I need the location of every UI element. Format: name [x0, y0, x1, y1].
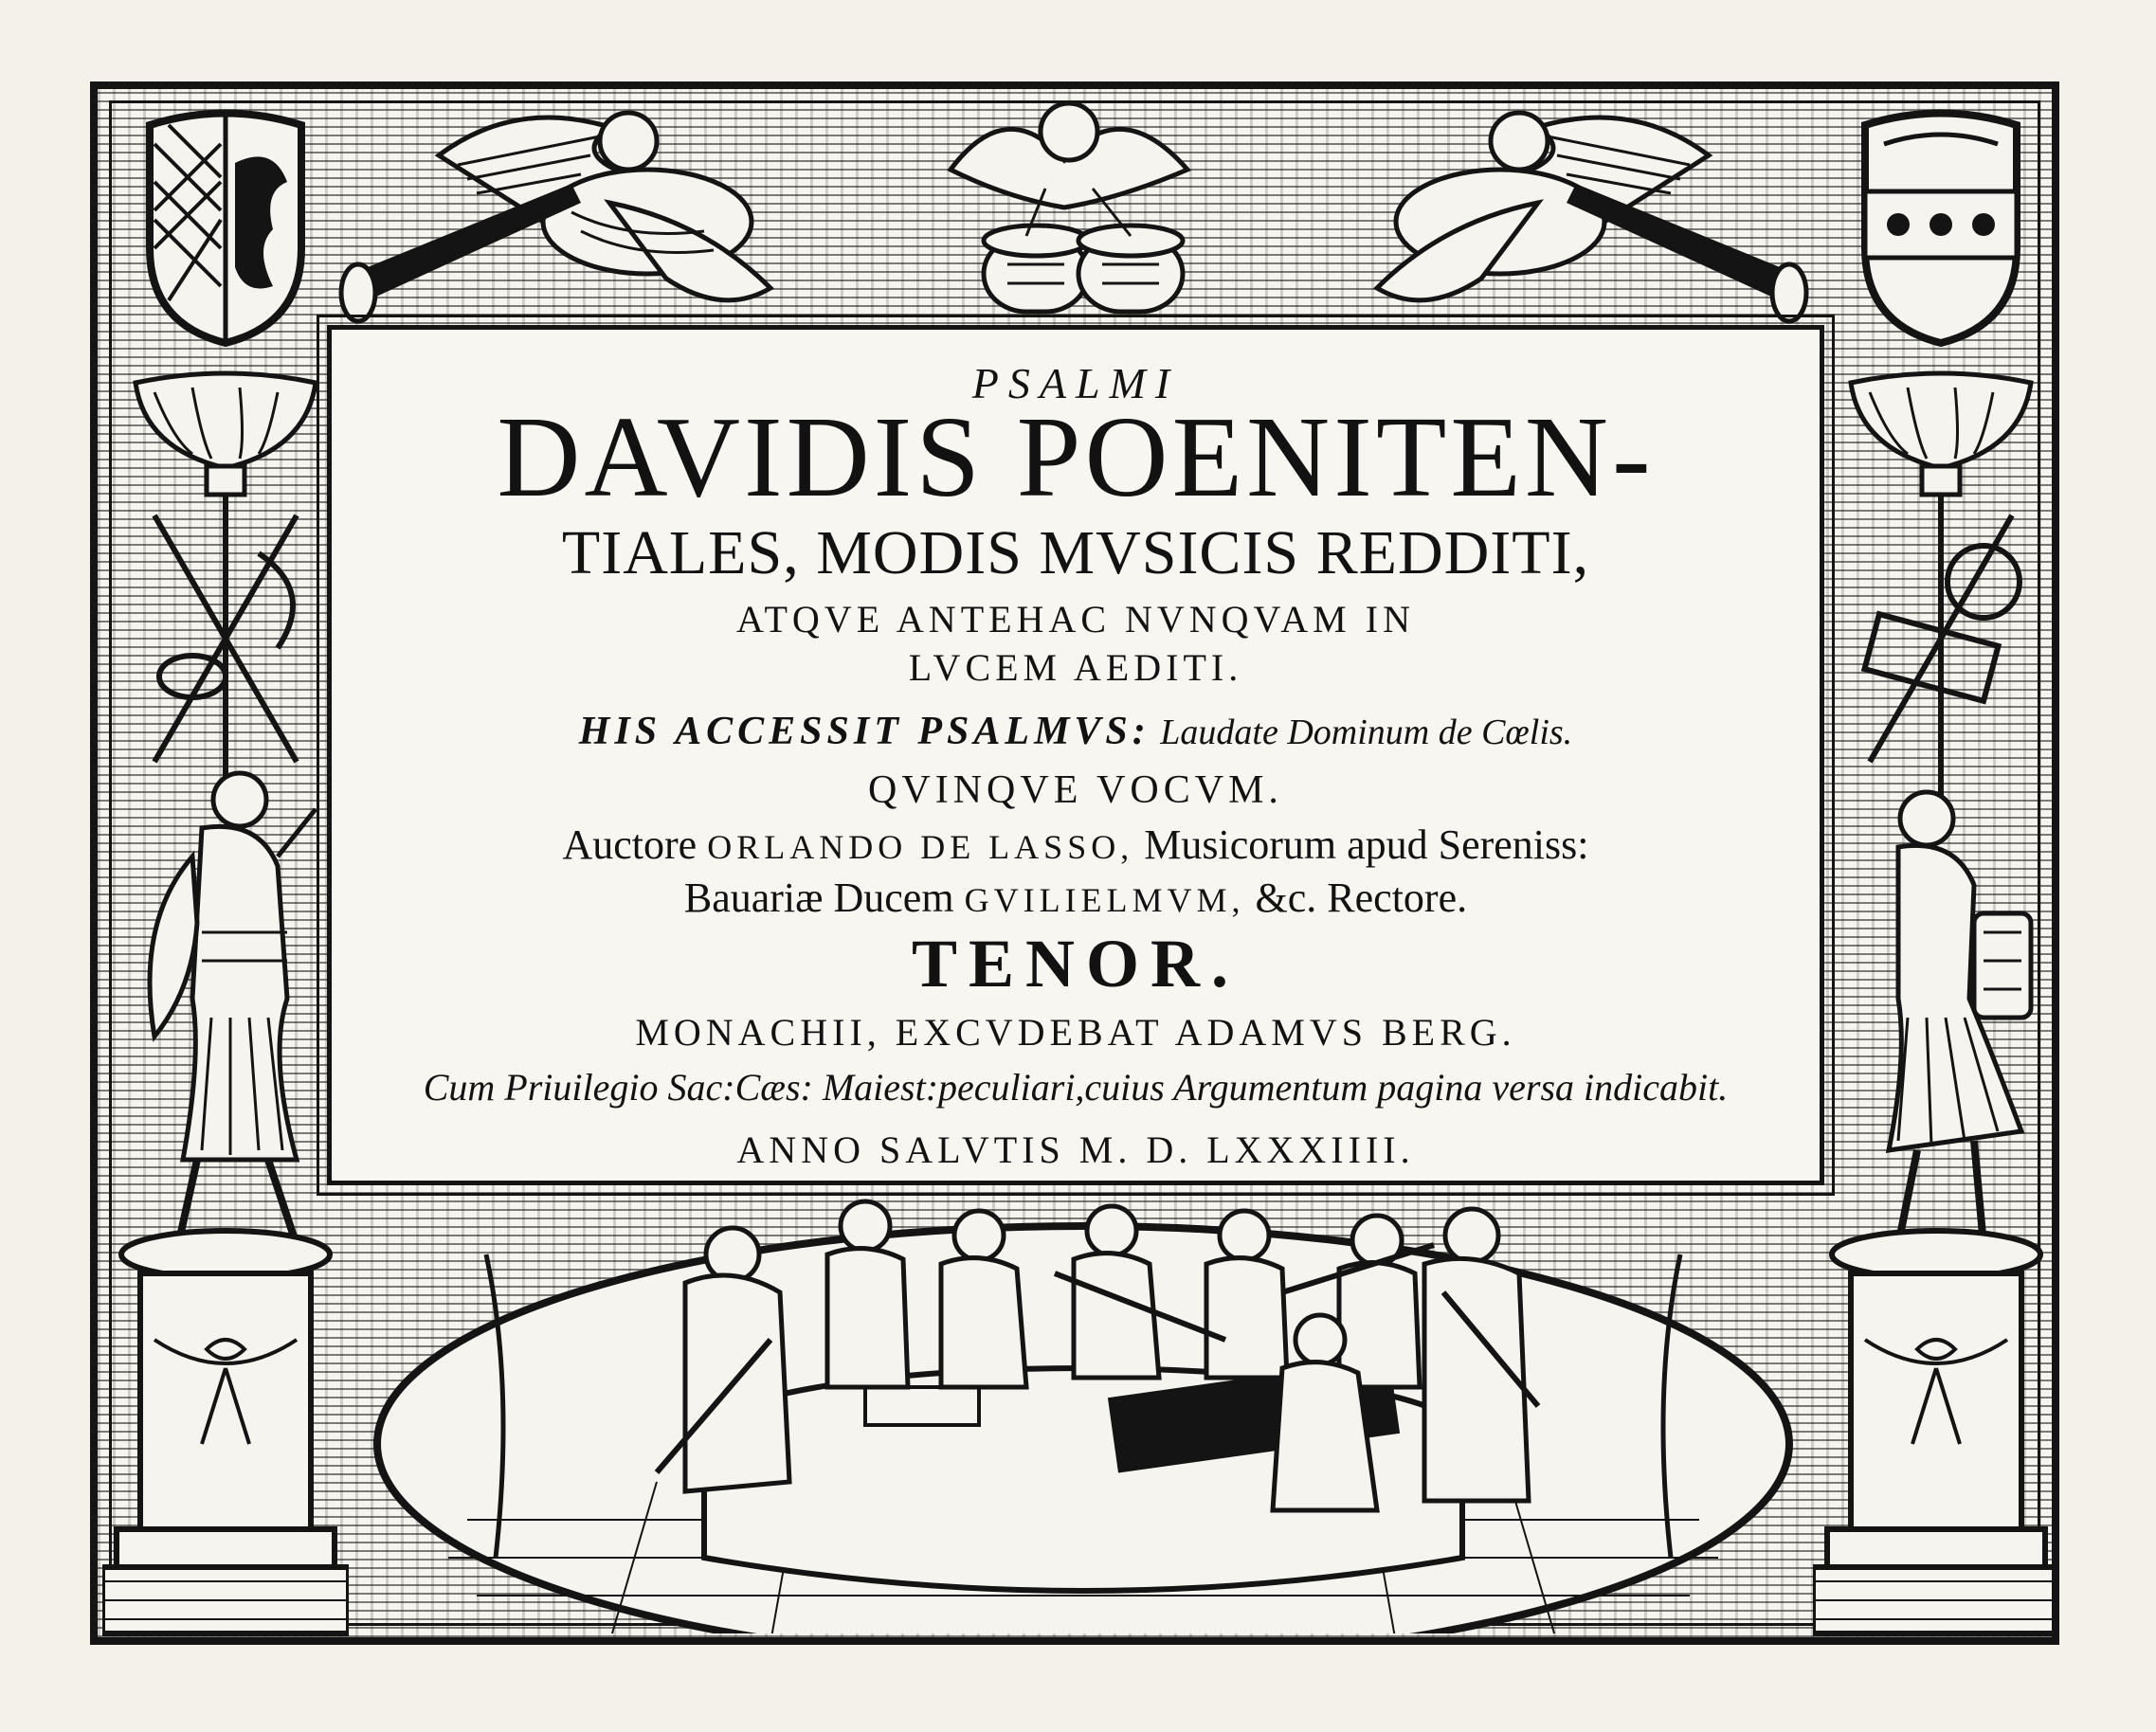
- author-prefix: Auctore: [562, 821, 698, 868]
- pedestal-icon: [102, 1226, 349, 1643]
- privilege-line: Cum Priuilegio Sac:Cæs: Maiest:peculiari,cuius Argumentum pagina versa indicabit.: [423, 1066, 1729, 1109]
- pedestal-icon: [1813, 1226, 2059, 1643]
- duke-name: GVILIELMVM,: [964, 881, 1245, 919]
- duke-prefix: Bauariæ Ducem: [683, 875, 954, 921]
- author-name: ORLANDO DE LASSO,: [707, 828, 1134, 866]
- lucem-line: LVCEM AEDITI.: [908, 646, 1243, 689]
- duke-suffix: &c. Rectore.: [1255, 875, 1468, 921]
- date-line: ANNO SALVTIS M. D. LXXXIIII.: [736, 1128, 1415, 1171]
- duke-line: [332, 874, 1820, 922]
- author-suffix: Musicorum apud Sereniss:: [1144, 821, 1589, 868]
- urn-icon: [1832, 364, 2050, 819]
- coat-of-arms-icon: [1846, 106, 2036, 352]
- angel-drummer-icon: [894, 94, 1254, 340]
- accessit-caps: HIS ACCESSIT PSALMVS:: [578, 710, 1150, 753]
- author-line: [332, 821, 1820, 869]
- main-title: DAVIDIS POENITEN-: [497, 393, 1655, 521]
- coat-of-arms-icon: [131, 106, 320, 352]
- muse-figure-icon: [107, 752, 335, 1283]
- imprint-line: MONACHII, EXCVDEBAT ADAMVS BERG.: [635, 1011, 1516, 1054]
- atque-line: ATQVE ANTEHAC NVNQVAM IN: [736, 598, 1415, 640]
- accessit-line: [332, 709, 1820, 754]
- angel-trumpet-icon: [325, 99, 856, 335]
- psalmi-heading: PSALMI: [971, 359, 1180, 407]
- subtitle-line: TIALES, MODIS MVSICIS REDDITI,: [561, 518, 1590, 587]
- musicians-scene-icon: [372, 1198, 1794, 1633]
- title-cartouche: [327, 325, 1824, 1185]
- muse-figure-icon: [1832, 752, 2059, 1283]
- angel-trumpet-icon: [1292, 99, 1822, 335]
- laudate-italic: Laudate Dominum de Cœlis.: [1160, 713, 1573, 752]
- urn-icon: [117, 364, 335, 819]
- voices-line: QVINQVE VOCVM.: [868, 768, 1283, 812]
- voice-part: TENOR.: [911, 926, 1241, 1001]
